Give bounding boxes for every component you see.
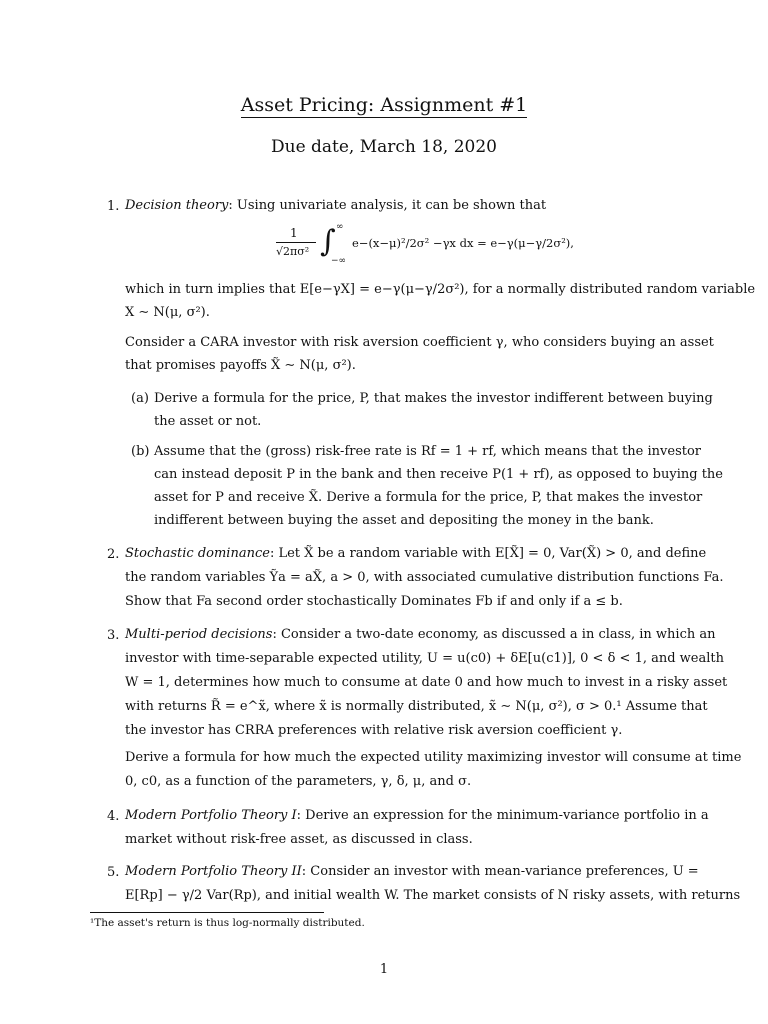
q4-line-1: Modern Portfolio Theory I: Derive an expression for the minimum-variance portfolio in a bbox=[125, 808, 709, 823]
q3-line-1: Multi-period decisions: Consider a two-date economy, as discussed a in class, in which an bbox=[125, 627, 716, 642]
q1-b-4: indifferent between buying the asset and depositing the money in the bank. bbox=[154, 513, 654, 528]
q1-intro: Decision theory: Using univariate analysis, it can be shown that bbox=[125, 198, 547, 213]
q4-number: 4. bbox=[107, 809, 120, 824]
q3-number: 3. bbox=[107, 628, 120, 643]
q1-cara-2: that promises payoffs X̃ ∼ N(μ, σ²). bbox=[125, 358, 356, 373]
q4-line-2: market without risk-free asset, as discussed in class. bbox=[125, 832, 473, 847]
q1-a-1: Derive a formula for the price, P, that makes the investor indifferent between buying bbox=[154, 391, 713, 406]
q5-number: 5. bbox=[107, 865, 120, 880]
q2-number: 2. bbox=[107, 547, 120, 562]
q1-implies-1: which in turn implies that E[e−γX] = e−γ(μ−γ/2σ²), for a normally distributed random variable bbox=[125, 282, 756, 297]
due-date: Due date, March 18, 2020 bbox=[270, 137, 497, 157]
q3-line-6: Derive a formula for how much the expected utility maximizing investor will consume at time bbox=[125, 750, 742, 765]
footnote-rule bbox=[90, 912, 324, 913]
q1-cara-1: Consider a CARA investor with risk aversion coefficient γ, who considers buying an asset bbox=[125, 335, 714, 350]
q1-b-2: can instead deposit P in the bank and then receive P(1 + rf), as opposed to buying the bbox=[154, 467, 723, 482]
q1-implies-2: X ∼ N(μ, σ²). bbox=[125, 305, 210, 320]
q1-b-1: Assume that the (gross) risk-free rate is Rf = 1 + rf, which means that the investor bbox=[154, 444, 702, 459]
q5-line-1: Modern Portfolio Theory II: Consider an investor with mean-variance preferences, U = bbox=[125, 864, 699, 879]
q2-line-2: the random variables Ỹa = aX̃, a > 0, with associated cumulative distribution functions Fa. bbox=[125, 570, 724, 585]
q1-b-label: (b) bbox=[131, 444, 150, 459]
q1-equation: 1 √2πσ² ∫ ∞ −∞ e−(x−μ)²/2σ² −γx dx = e−γ(μ−γ/2σ²), bbox=[276, 222, 574, 266]
q2-line-1: Stochastic dominance: Let X̃ be a random variable with E[X̃] = 0, Var(X̃) > 0, and define bbox=[125, 546, 707, 561]
q1-a-label: (a) bbox=[131, 391, 149, 406]
page-title: Asset Pricing: Assignment #1 bbox=[240, 94, 528, 116]
q3-line-5: the investor has CRRA preferences with relative risk aversion coefficient γ. bbox=[125, 723, 623, 738]
q5-line-2: E[Rp] − γ/2 Var(Rp), and initial wealth W. The market consists of N risky assets, with returns bbox=[125, 888, 741, 903]
q3-line-4: with returns R̃ = e^x̃, where x̃ is normally distributed, x̃ ∼ N(μ, σ²), σ > 0.¹ Assume that bbox=[125, 699, 708, 714]
q3-line-7: 0, c0, as a function of the parameters, γ, δ, μ, and σ. bbox=[125, 774, 472, 789]
q1-number: 1. bbox=[107, 199, 120, 214]
q3-line-2: investor with time-separable expected utility, U = u(c0) + δE[u(c1)], 0 < δ < 1, and wealth bbox=[125, 651, 725, 666]
q1-b-3: asset for P and receive X̃. Derive a formula for the price, P, that makes the investor bbox=[154, 490, 703, 505]
q3-line-3: W = 1, determines how much to consume at date 0 and how much to invest in a risky asset bbox=[125, 675, 728, 690]
page-number: 1 bbox=[379, 962, 389, 977]
footnote: ¹The asset's return is thus log-normally distributed. bbox=[90, 917, 365, 929]
q1-a-2: the asset or not. bbox=[154, 414, 262, 429]
q2-line-3: Show that Fa second order stochastically Dominates Fb if and only if a ≤ b. bbox=[125, 594, 623, 609]
